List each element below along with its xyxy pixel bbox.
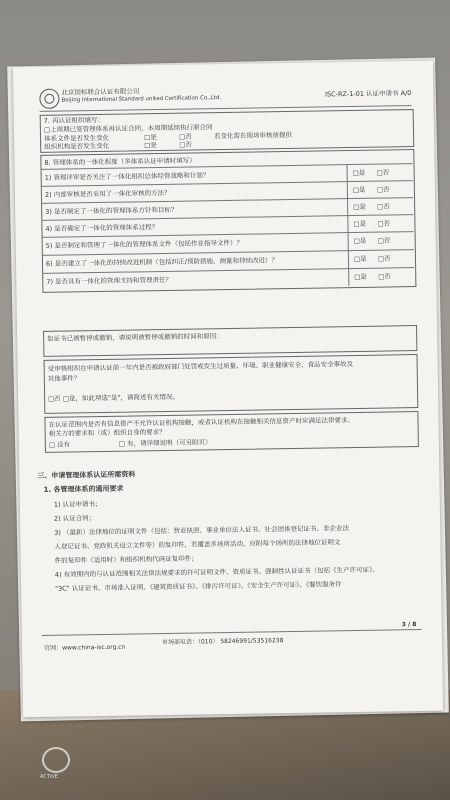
org-change-no[interactable]: □否 — [179, 140, 192, 149]
q3-yes[interactable]: □是 — [353, 202, 366, 212]
section-7-title: 7. 再认证组织填写： — [43, 115, 105, 125]
company-logo-icon — [39, 89, 59, 109]
q3-no[interactable]: □否 — [377, 202, 390, 211]
document-page — [13, 61, 443, 718]
stamp-text: ACTIVE — [40, 774, 58, 780]
section-8-title: 8. 管理体系的一体化程度（多体系认证申请时填写） — [44, 156, 196, 167]
q4-no[interactable]: □否 — [377, 219, 391, 228]
document-number: ISC-RZ-1-01 认证申请书 A/0 — [325, 89, 412, 99]
org-name-en: Beijing International Standard united Certification Co.,Ltd. — [61, 95, 222, 104]
requirement-item: 1) 认证申请书； — [53, 500, 102, 509]
q7-no[interactable]: □否 — [378, 272, 391, 281]
legal-question-line2: 相关方的要求和（或）组织自身的要求？ — [48, 427, 166, 438]
accident-question-line1: 受审核组织在申请认证前一年内是否被政府部门处罚或发生过质量、环境、职业健康安全、食品安全事故及 — [47, 360, 354, 373]
page-number: 3 / 8 — [401, 621, 417, 629]
q6-no[interactable]: □否 — [377, 254, 391, 263]
legal-option-yes[interactable]: □ 有，请详细说明（可另附页） — [118, 438, 212, 448]
section-3-sub1: 1. 各管理体系的通用要求 — [43, 484, 124, 494]
section-7-line1: □上周期已签管理体系再认证合同，本周期延续执行原合同 — [43, 123, 213, 134]
requirement-item: 2) 认证合同； — [53, 514, 96, 523]
org-change-label: 组织机构是否发生变化 — [44, 141, 110, 151]
accident-options[interactable]: □否 □是，如此项选"是"，请简述有关情况。 — [48, 392, 180, 403]
doc-change-note: 若变化需在现场审核前提供 — [213, 130, 293, 141]
requirement-item: 3) （最新）法律地位的证明文件（包括：营业执照、事业单位法人证书、社会团体登记证书、非企业法 — [54, 524, 350, 537]
q1-no[interactable]: □否 — [376, 168, 390, 177]
question-6: 6) 是否建立了一体化的持续改进机制（包括纠正/预防措施、测量和持续改进）？ — [45, 256, 278, 268]
suspension-question: 如证书已被暂停或撤销，请说明被暂停或撤销的时间和原因： — [47, 332, 223, 343]
q5-no[interactable]: □否 — [377, 236, 391, 245]
doc-change-no[interactable]: □否 — [178, 132, 192, 141]
accident-question-line2: 其他事件？ — [47, 374, 81, 383]
question-4: 4) 是否确定了一体化的管理体系过程？ — [45, 223, 159, 233]
question-3: 3) 是否制定了一体化的管理体系方针和目标？ — [45, 205, 178, 216]
org-change-yes[interactable]: □是 — [144, 141, 157, 150]
q7-yes[interactable]: □是 — [354, 272, 367, 282]
question-5: 5) 是否制定和管理了一体化的管理体系文件（包括作业指导文件）？ — [45, 238, 244, 250]
requirement-item: 件的复印件（适用时）和组织机构代码证复印件； — [54, 554, 198, 565]
legal-option-no[interactable]: □ 没有 — [48, 440, 71, 449]
section-3-title: 三、申请管理体系认证所需资料 — [37, 470, 136, 481]
q5-yes[interactable]: □是 — [353, 236, 367, 246]
q6-yes[interactable]: □是 — [353, 254, 367, 264]
q2-yes[interactable]: □是 — [352, 185, 366, 195]
q2-no[interactable]: □否 — [376, 185, 390, 194]
q4-yes[interactable]: □是 — [353, 219, 367, 229]
doc-change-yes[interactable]: □是 — [143, 133, 157, 142]
requirement-item: 人登记证书、党政机关设立文件等）的复印件，若覆盖多场所活动，应附每个场所的法律地位证明文 — [54, 538, 341, 551]
certification-stamp-icon — [42, 747, 70, 773]
doc-change-label: 体系文件是否发生变化 — [43, 133, 110, 143]
question-1: 1) 管理评审是否关注了一体化组织总体经营战略和计划？ — [44, 171, 210, 182]
page-header — [39, 83, 411, 112]
question-7: 7) 是否具有一体化的管理支持和管理责任？ — [46, 275, 173, 286]
footer-website: 官网：www.china-isc.org.cn — [43, 643, 126, 652]
org-name-cn: 北京国标联合认证有限公司 — [61, 87, 140, 97]
footer-divider — [42, 629, 422, 636]
requirement-item: 4) 有效期内的与认证范围相关法律法规要求的许可证明文件、资质证书、强制性认证证书（包括《生产许可证》、 — [54, 565, 379, 579]
legal-question-line1: 在认证范围内是否有信息资产不允许认证机构接触，或者认证机构在接触相关信息资产时应满足法律要求、 — [48, 416, 355, 429]
footer-phone: 市场部电话：（010） 58246991/53516238 — [161, 637, 284, 647]
q1-yes[interactable]: □是 — [352, 168, 366, 178]
question-2: 2) 内部审核是否采用了一体化审核的方法？ — [44, 188, 171, 199]
requirement-item: "3C" 认证证书、市场准入证明、《建筑资质证书》、《排污许可证》、《安全生产许可证》、《餐饮服务许 — [55, 580, 342, 593]
